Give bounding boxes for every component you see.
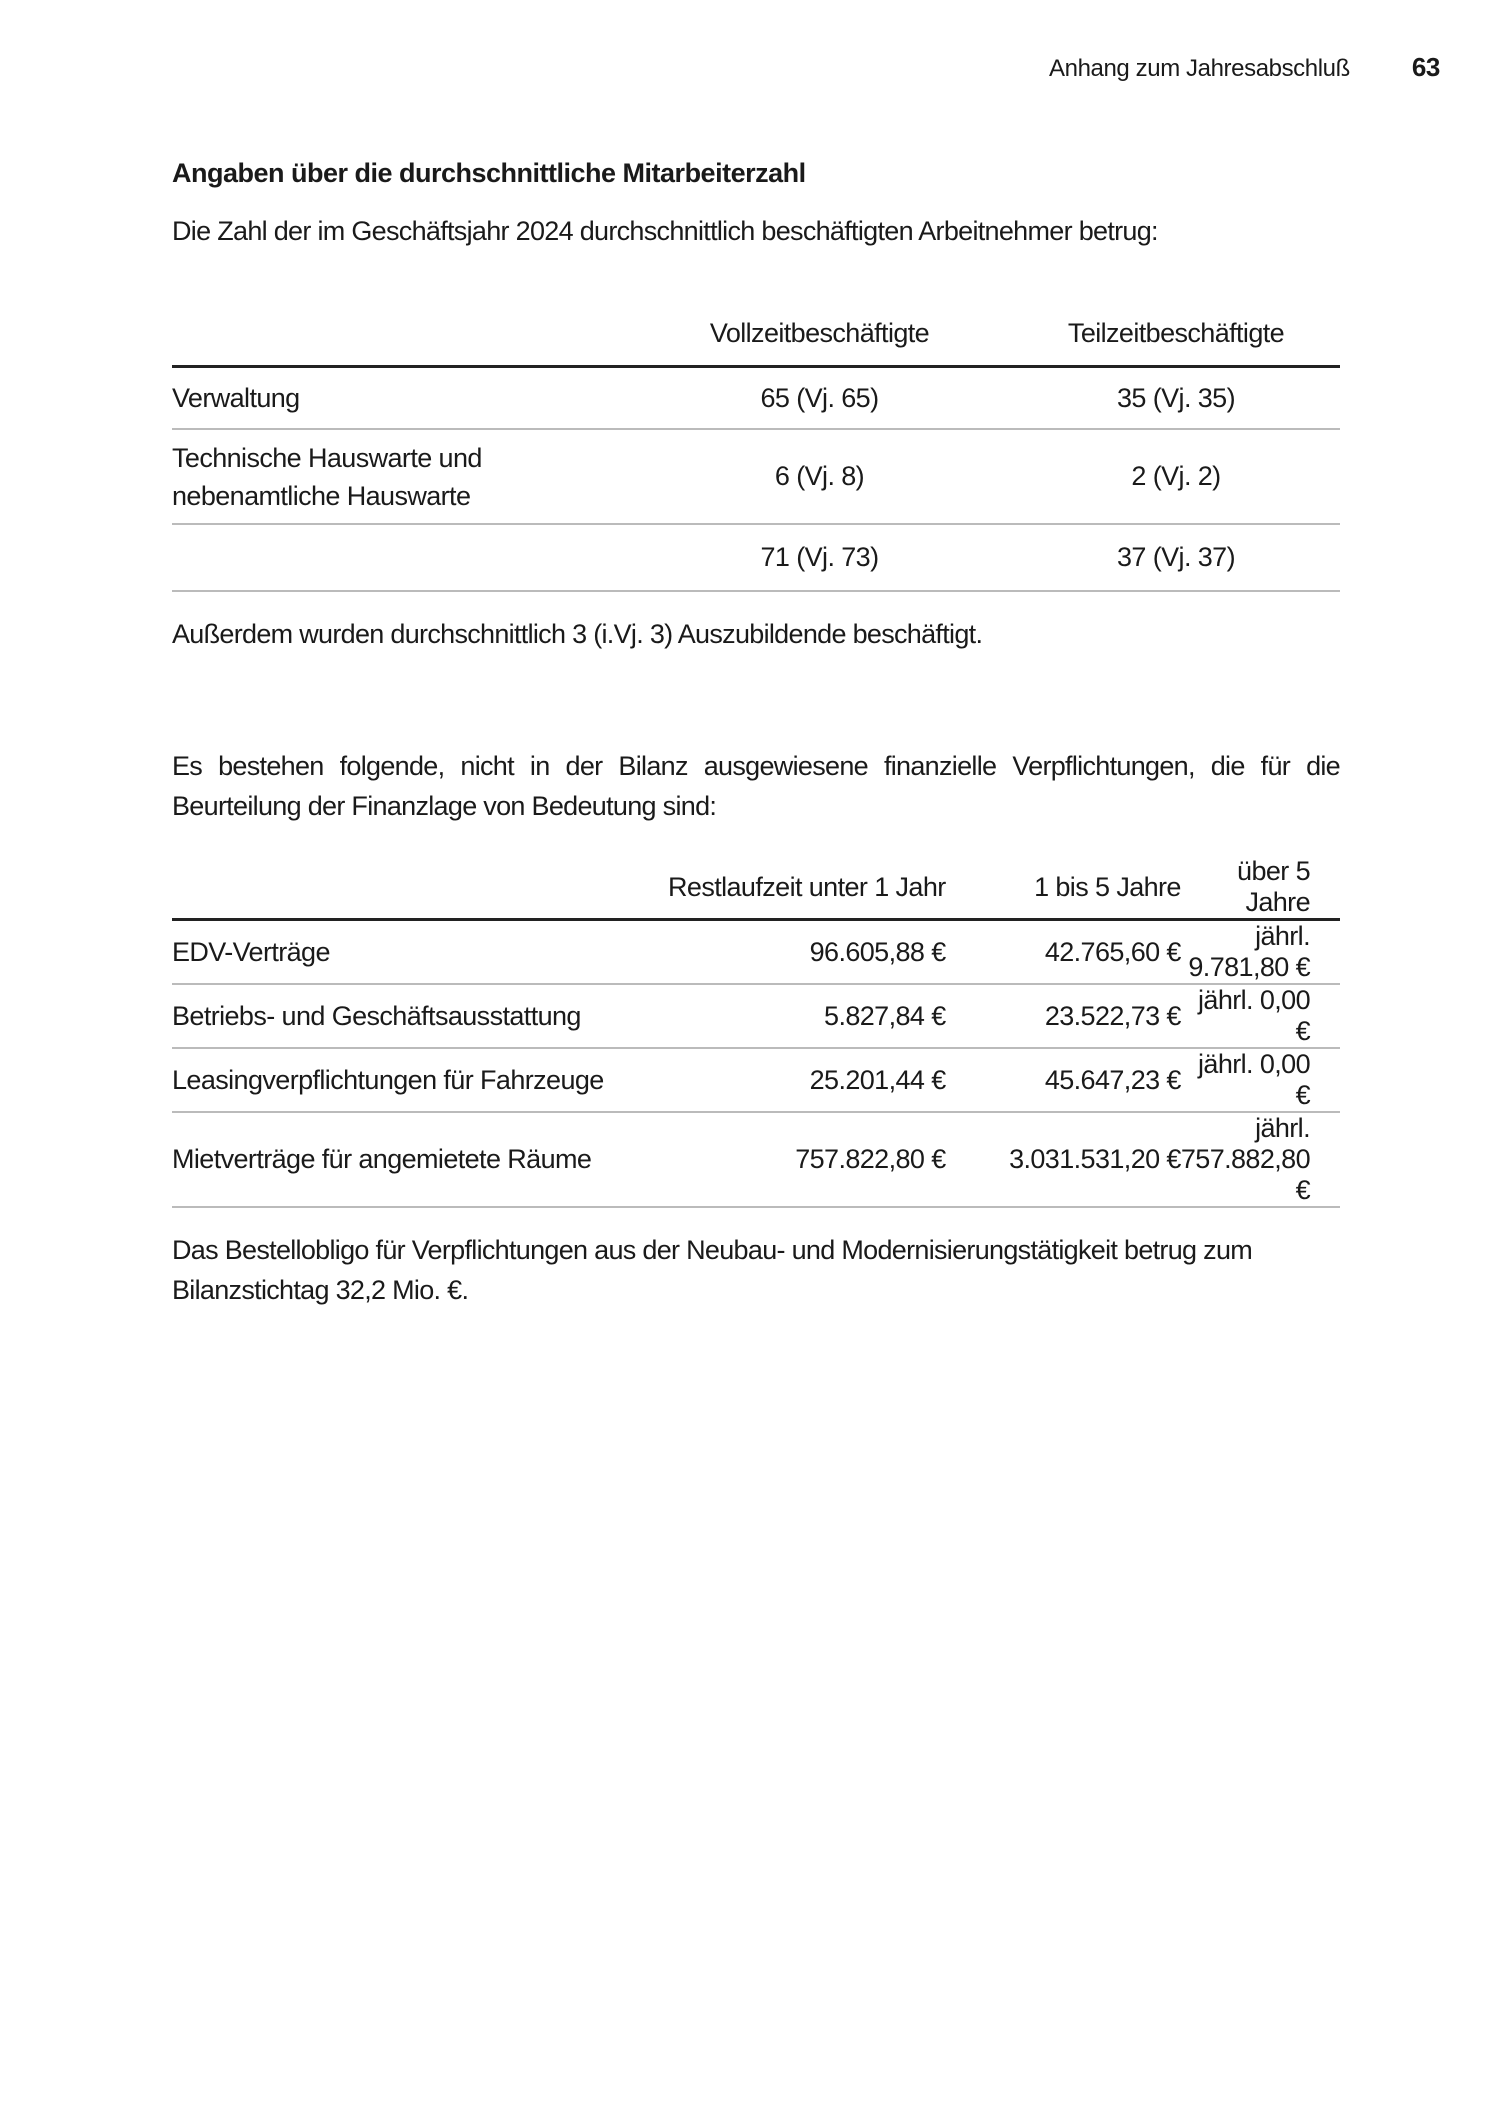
staff-intro: Die Zahl der im Geschäftsjahr 2024 durchschnittlich beschäftigten Arbeitnehmer betrug: [172,216,1158,246]
full-time-value: 6 (Vj. 8) [627,429,1012,524]
table-row [172,1048,1340,1112]
under-1-value: 5.827,84 € [607,984,945,1048]
running-header [1049,52,1440,83]
row-label: Technische Hauswarte und nebenamtliche Hauswarte [172,429,627,524]
table-row [172,429,1340,524]
table-row [172,920,1340,985]
one-to-five-value: 42.765,60 € [946,920,1181,985]
row-label [172,524,627,591]
order-commitment-note: Das Bestellobligo für Verpflichtungen aus der Neubau- und Modernisierungstätigkeit betrug zum Bilanzstichtag 32,2 Mio. €. [172,1235,1253,1305]
one-to-five-value: 45.647,23 € [946,1048,1181,1112]
row-label: Leasingverpflichtungen für Fahrzeuge [172,1048,607,1112]
obl-col-over-5: über 5 Jahre [1181,856,1340,920]
row-label: Betriebs- und Geschäftsausstattung [172,984,607,1048]
row-label: Verwaltung [172,367,627,430]
over-5-value: jährl. 0,00 € [1181,984,1340,1048]
table-row [172,367,1340,430]
part-time-value: 2 (Vj. 2) [1012,429,1340,524]
table-row-total [172,524,1340,591]
over-5-value: jährl. 757.882,80 € [1181,1112,1340,1207]
table-row [172,984,1340,1048]
staff-table-header [172,301,1340,367]
page-number: 63 [1411,52,1440,82]
one-to-five-value: 3.031.531,20 € [946,1112,1181,1207]
under-1-value: 25.201,44 € [607,1048,945,1112]
obligations-table-header [172,856,1340,920]
under-1-value: 96.605,88 € [607,920,945,985]
table-row [172,1112,1340,1207]
obligations-table [172,856,1340,1208]
under-1-value: 757.822,80 € [607,1112,945,1207]
full-time-value: 65 (Vj. 65) [627,367,1012,430]
obligations-intro: Es bestehen folgende, nicht in der Bilanz ausgewiesene finanzielle Verpflichtungen, die für die Beurteilung der Finanzlage von Bedeutung sind: [172,751,1340,821]
obl-col-1-to-5: 1 bis 5 Jahre [946,856,1181,920]
running-header-title: Anhang zum Jahresabschluß [1049,55,1350,82]
apprentices-note: Außerdem wurden durchschnittlich 3 (i.Vj. 3) Auszubildende beschäftigt. [172,619,983,649]
obl-col-label [172,856,607,920]
part-time-total: 37 (Vj. 37) [1012,524,1340,591]
part-time-value: 35 (Vj. 35) [1012,367,1340,430]
obl-col-under-1: Restlaufzeit unter 1 Jahr [607,856,945,920]
page-content [172,158,1340,1310]
full-time-total: 71 (Vj. 73) [627,524,1012,591]
staff-col-full-time: Vollzeitbeschäftigte [627,301,1012,367]
section-heading: Angaben über die durchschnittliche Mitarbeiterzahl [172,158,806,188]
one-to-five-value: 23.522,73 € [946,984,1181,1048]
staff-col-label [172,301,627,367]
staff-col-part-time: Teilzeitbeschäftigte [1012,301,1340,367]
over-5-value: jährl. 9.781,80 € [1181,920,1340,985]
row-label: EDV-Verträge [172,920,607,985]
staff-table [172,301,1340,592]
over-5-value: jährl. 0,00 € [1181,1048,1340,1112]
row-label: Mietverträge für angemietete Räume [172,1112,607,1207]
